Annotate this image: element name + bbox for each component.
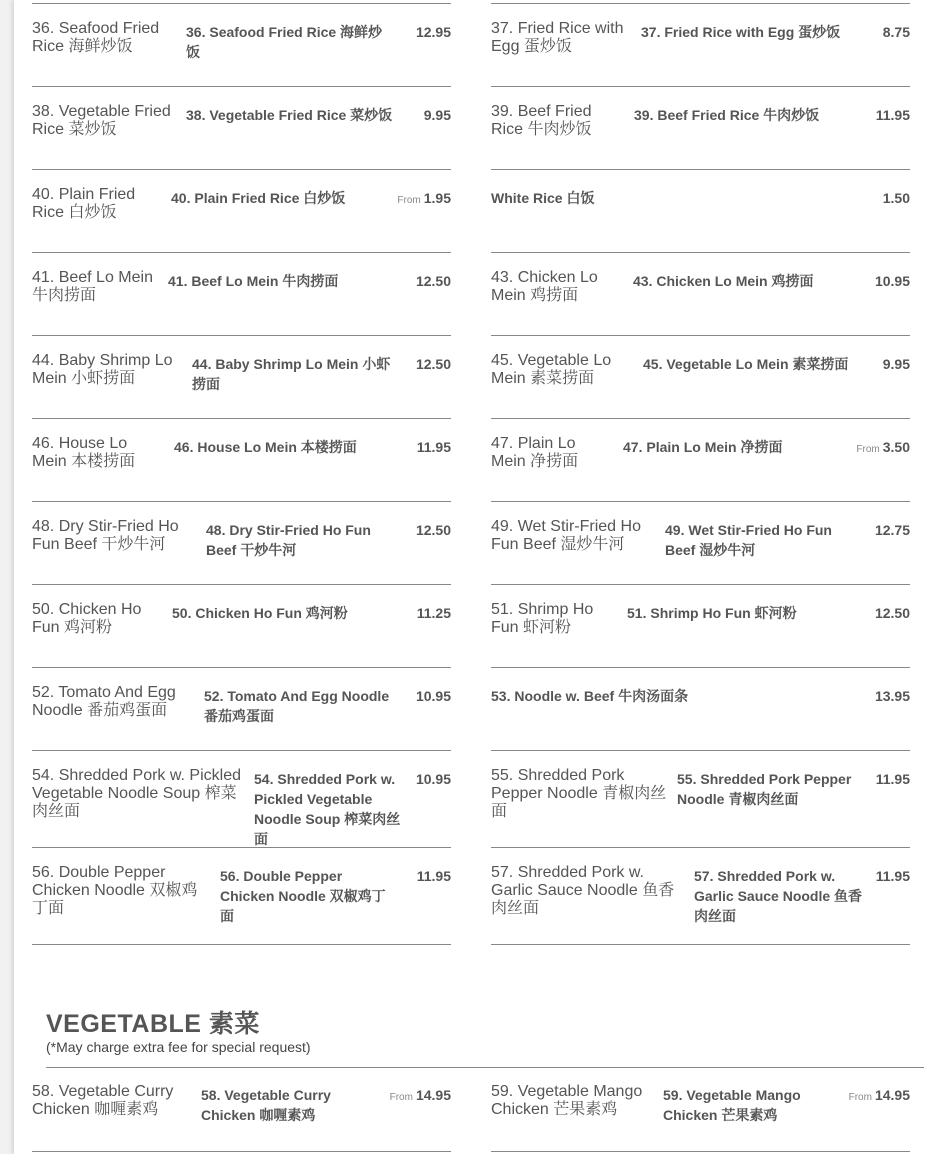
item-name: 38. Vegetable Fried Rice 菜炒饭 [186, 107, 393, 123]
item-price: 12.50 [415, 522, 451, 538]
menu-item[interactable] [491, 418, 910, 501]
item-image: 50. Chicken Ho Fun 鸡河粉 [32, 601, 142, 636]
menu-item[interactable] [491, 169, 910, 252]
menu-item[interactable] [491, 750, 910, 847]
item-image: 41. Beef Lo Mein 牛肉捞面 [32, 269, 153, 304]
item-image: 45. Vegetable Lo Mein 素菜捞面 [491, 352, 612, 387]
menu-item[interactable] [32, 847, 451, 944]
item-image: 37. Fried Rice with Egg 蛋炒饭 [491, 20, 624, 55]
item-name: 43. Chicken Lo Mein 鸡捞面 [633, 273, 814, 289]
item-name: 51. Shrimp Ho Fun 虾河粉 [627, 605, 797, 621]
item-name: 44. Baby Shrimp Lo Mein 小虾捞面 [192, 356, 391, 392]
divider [32, 1151, 451, 1152]
item-price: 11.95 [875, 868, 910, 884]
item-name: 50. Chicken Ho Fun 鸡河粉 [172, 605, 348, 621]
section-title: VEGETABLE 素菜 [46, 1010, 260, 1038]
price-from-label: From [397, 195, 421, 206]
item-price: 12.95 [415, 24, 451, 40]
menu-item[interactable] [32, 750, 451, 847]
menu-item[interactable] [491, 86, 910, 169]
item-name: 45. Vegetable Lo Mein 素菜捞面 [643, 356, 849, 372]
item-name: 36. Seafood Fried Rice 海鲜炒饭 [186, 24, 383, 60]
menu-item[interactable] [491, 252, 910, 335]
item-price: 11.95 [416, 868, 451, 884]
item-image: 40. Plain Fried Rice 白炒饭 [32, 186, 136, 221]
item-price: 12.50 [415, 273, 451, 289]
menu-item[interactable] [32, 335, 451, 418]
item-image: 44. Baby Shrimp Lo Mein 小虾捞面 [32, 352, 173, 387]
item-image: 46. House Lo Mein 本楼捞面 [32, 435, 136, 470]
menu-item[interactable] [491, 584, 910, 667]
item-price: 10.95 [415, 771, 451, 787]
item-price: 9.95 [423, 107, 451, 123]
item-price: From 14.95 [848, 1087, 910, 1103]
item-name: 59. Vegetable Mango Chicken 芒果素鸡 [663, 1087, 801, 1123]
item-price: From 14.95 [389, 1087, 451, 1103]
menu-item[interactable] [32, 252, 451, 335]
item-price: From 3.50 [856, 439, 910, 455]
item-image: 38. Vegetable Fried Rice 菜炒饭 [32, 103, 171, 138]
item-price: 11.25 [416, 605, 451, 621]
item-image: 39. Beef Fried Rice 牛肉炒饭 [491, 103, 592, 138]
item-price: 1.50 [882, 190, 910, 206]
item-image: 47. Plain Lo Mein 净捞面 [491, 435, 579, 470]
item-name: 46. House Lo Mein 本楼捞面 [174, 439, 357, 455]
item-price: 10.95 [415, 688, 451, 704]
item-name: White Rice 白饭 [491, 190, 595, 206]
item-price: 11.95 [875, 107, 910, 123]
menu-item[interactable] [491, 847, 910, 944]
menu-item[interactable] [32, 501, 451, 584]
price-from-label: From [856, 444, 880, 455]
item-image: 52. Tomato And Egg Noodle 番茄鸡蛋面 [32, 684, 176, 719]
menu-item[interactable] [491, 3, 910, 86]
menu-item[interactable] [32, 1067, 451, 1151]
item-image: 55. Shredded Pork Pepper Noodle 青椒肉丝面 [491, 767, 667, 820]
menu-item[interactable] [491, 1067, 910, 1151]
item-image: 48. Dry Stir-Fried Ho Fun Beef 干炒牛河 [32, 518, 179, 553]
item-price: 9.95 [882, 356, 910, 372]
item-image: 56. Double Pepper Chicken Noodle 双椒鸡丁面 [32, 864, 198, 917]
item-price: 8.75 [882, 24, 910, 40]
item-image: 57. Shredded Pork w. Garlic Sauce Noodle 鱼香肉丝面 [491, 864, 675, 917]
menu-item[interactable] [491, 501, 910, 584]
item-price: 11.95 [416, 439, 451, 455]
item-name: 57. Shredded Pork w. Garlic Sauce Noodle 鱼香肉丝面 [694, 868, 863, 924]
item-price: 12.75 [874, 522, 910, 538]
divider [491, 944, 910, 945]
item-name: 39. Beef Fried Rice 牛肉炒饭 [634, 107, 820, 123]
item-price: 12.50 [874, 605, 910, 621]
item-name: 37. Fried Rice with Egg 蛋炒饭 [641, 24, 841, 40]
section-note: (*May charge extra fee for special request) [46, 1039, 311, 1055]
item-image: 59. Vegetable Mango Chicken 芒果素鸡 [491, 1083, 643, 1118]
price-from-label: From [848, 1092, 872, 1103]
item-name: 48. Dry Stir-Fried Ho Fun Beef 干炒牛河 [206, 522, 371, 558]
item-price: 11.95 [875, 771, 910, 787]
item-name: 41. Beef Lo Mein 牛肉捞面 [168, 273, 339, 289]
item-price: 12.50 [415, 356, 451, 372]
menu-item[interactable] [32, 3, 451, 86]
item-price: 13.95 [874, 688, 910, 704]
menu-item[interactable] [32, 667, 451, 750]
item-name: 53. Noodle w. Beef 牛肉汤面条 [491, 688, 689, 704]
item-name: 58. Vegetable Curry Chicken 咖喱素鸡 [201, 1087, 331, 1123]
divider [32, 944, 451, 945]
item-image: 54. Shredded Pork w. Pickled Vegetable Noodle Soup 榨菜肉丝面 [32, 767, 242, 820]
item-image: 36. Seafood Fried Rice 海鲜炒饭 [32, 20, 160, 55]
item-image: 51. Shrimp Ho Fun 虾河粉 [491, 601, 594, 636]
menu-item[interactable] [32, 86, 451, 169]
menu-item[interactable] [491, 335, 910, 418]
item-name: 52. Tomato And Egg Noodle 番茄鸡蛋面 [204, 688, 390, 724]
divider [491, 1151, 910, 1152]
menu-item[interactable] [32, 169, 451, 252]
item-image: 58. Vegetable Curry Chicken 咖喱素鸡 [32, 1083, 174, 1118]
menu-item[interactable] [32, 418, 451, 501]
item-name: 40. Plain Fried Rice 白炒饭 [171, 190, 346, 206]
price-from-label: From [389, 1092, 413, 1103]
item-name: 54. Shredded Pork w. Pickled Vegetable Noodle Soup 榨菜肉丝面 [254, 771, 401, 847]
item-image: 43. Chicken Lo Mein 鸡捞面 [491, 269, 598, 304]
item-name: 49. Wet Stir-Fried Ho Fun Beef 湿炒牛河 [665, 522, 832, 558]
menu-item[interactable] [32, 584, 451, 667]
item-price: 10.95 [874, 273, 910, 289]
item-name: 47. Plain Lo Mein 净捞面 [623, 439, 783, 455]
item-name: 55. Shredded Pork Pepper Noodle 青椒肉丝面 [677, 771, 852, 807]
item-image: 49. Wet Stir-Fried Ho Fun Beef 湿炒牛河 [491, 518, 641, 553]
item-price: From 1.95 [397, 190, 451, 206]
menu-item[interactable] [491, 667, 910, 750]
item-name: 56. Double Pepper Chicken Noodle 双椒鸡丁面 [220, 868, 386, 924]
